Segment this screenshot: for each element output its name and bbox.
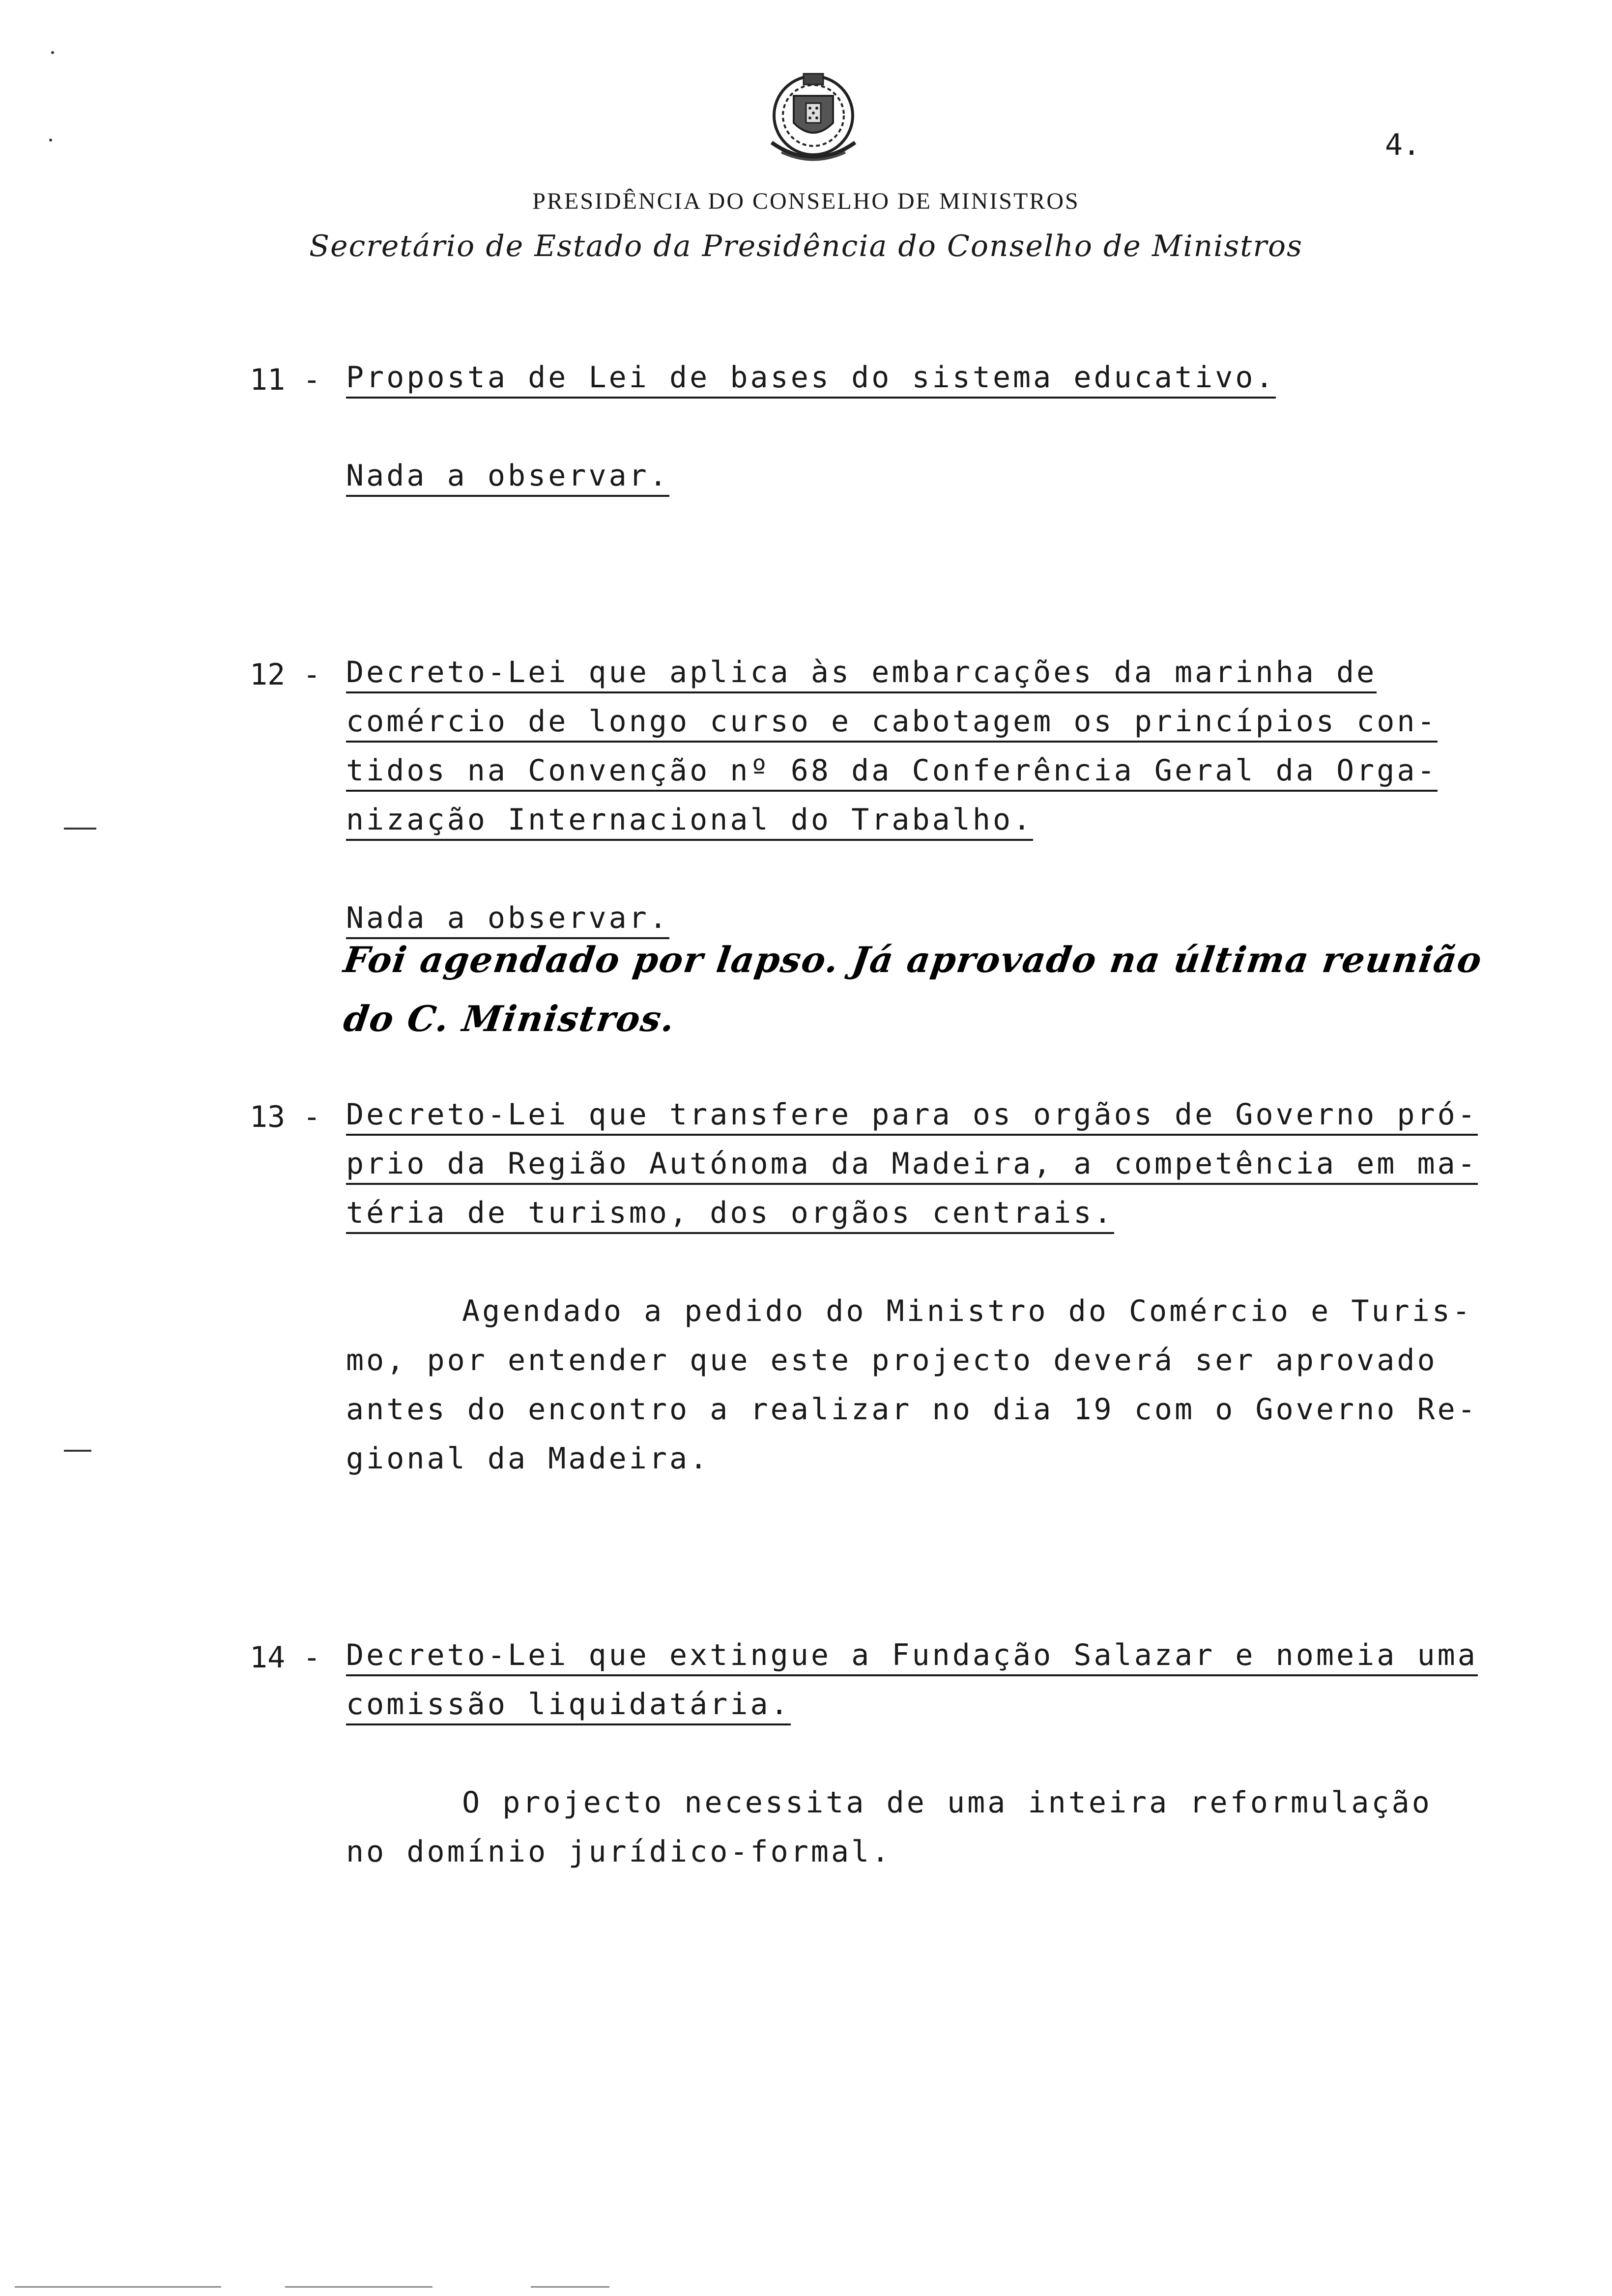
bottom-scan-rule	[285, 2286, 432, 2288]
scan-speck	[49, 139, 52, 142]
page-number: 4.	[1385, 128, 1421, 162]
item-comment-line: O projecto necessita de uma inteira reformulação	[462, 1785, 1432, 1820]
item-title-line: téria de turismo, dos orgãos centrais.	[346, 1198, 1114, 1228]
handwritten-annotation: Foi agendado por lapso. Já aprovado na última reunião	[341, 939, 1485, 980]
item-title-line: comissão liquidatária.	[346, 1690, 791, 1719]
item-title-line: comércio de longo curso e cabotagem os princípios con-	[346, 707, 1438, 736]
item-title-line: prio da Região Autónoma da Madeira, a competência em ma-	[346, 1149, 1478, 1178]
item-comment-line: Nada a observar.	[346, 461, 669, 490]
bottom-scan-rule	[531, 2286, 609, 2288]
item-comment-line: antes do encontro a realizar no dia 19 com o Governo Re-	[346, 1392, 1478, 1427]
item-number: 12 -	[250, 658, 321, 692]
item-title-line: Decreto-Lei que transfere para os orgãos de Governo pró-	[346, 1100, 1478, 1129]
item-comment-line: Agendado a pedido do Ministro do Comércio e Turis-	[462, 1294, 1473, 1328]
secretary-heading: Secretário de Estado da Presidência do Conselho de Ministros	[309, 229, 1303, 263]
item-number: 13 -	[250, 1100, 321, 1134]
item-title-line: nização Internacional do Trabalho.	[346, 805, 1033, 834]
item-title-line: tidos na Convenção nº 68 da Conferência Geral da Orga-	[346, 756, 1438, 785]
item-comment-line: gional da Madeira.	[346, 1441, 710, 1476]
bottom-scan-rule	[15, 2286, 221, 2288]
item-comment-line: Nada a observar.	[346, 903, 669, 933]
item-number: 11 -	[250, 363, 321, 397]
handwritten-annotation: do C. Ministros.	[341, 998, 678, 1039]
scan-speck	[51, 51, 54, 54]
item-comment-line: no domínio jurídico-formal.	[346, 1835, 892, 1869]
institution-heading: PRESIDÊNCIA DO CONSELHO DE MINISTROS	[532, 188, 1080, 214]
item-title-line: Decreto-Lei que aplica às embarcações da marinha de	[346, 658, 1377, 687]
item-number: 14 -	[250, 1640, 321, 1675]
item-title-line: Proposta de Lei de bases do sistema educativo.	[346, 363, 1276, 392]
margin-mark	[64, 828, 96, 830]
item-title-line: Decreto-Lei que extingue a Fundação Salazar e nomeia uma	[346, 1640, 1478, 1670]
coat-of-arms-emblem	[757, 69, 870, 167]
item-comment-line: mo, por entender que este projecto deverá ser aprovado	[346, 1343, 1438, 1378]
margin-mark	[64, 1450, 91, 1452]
